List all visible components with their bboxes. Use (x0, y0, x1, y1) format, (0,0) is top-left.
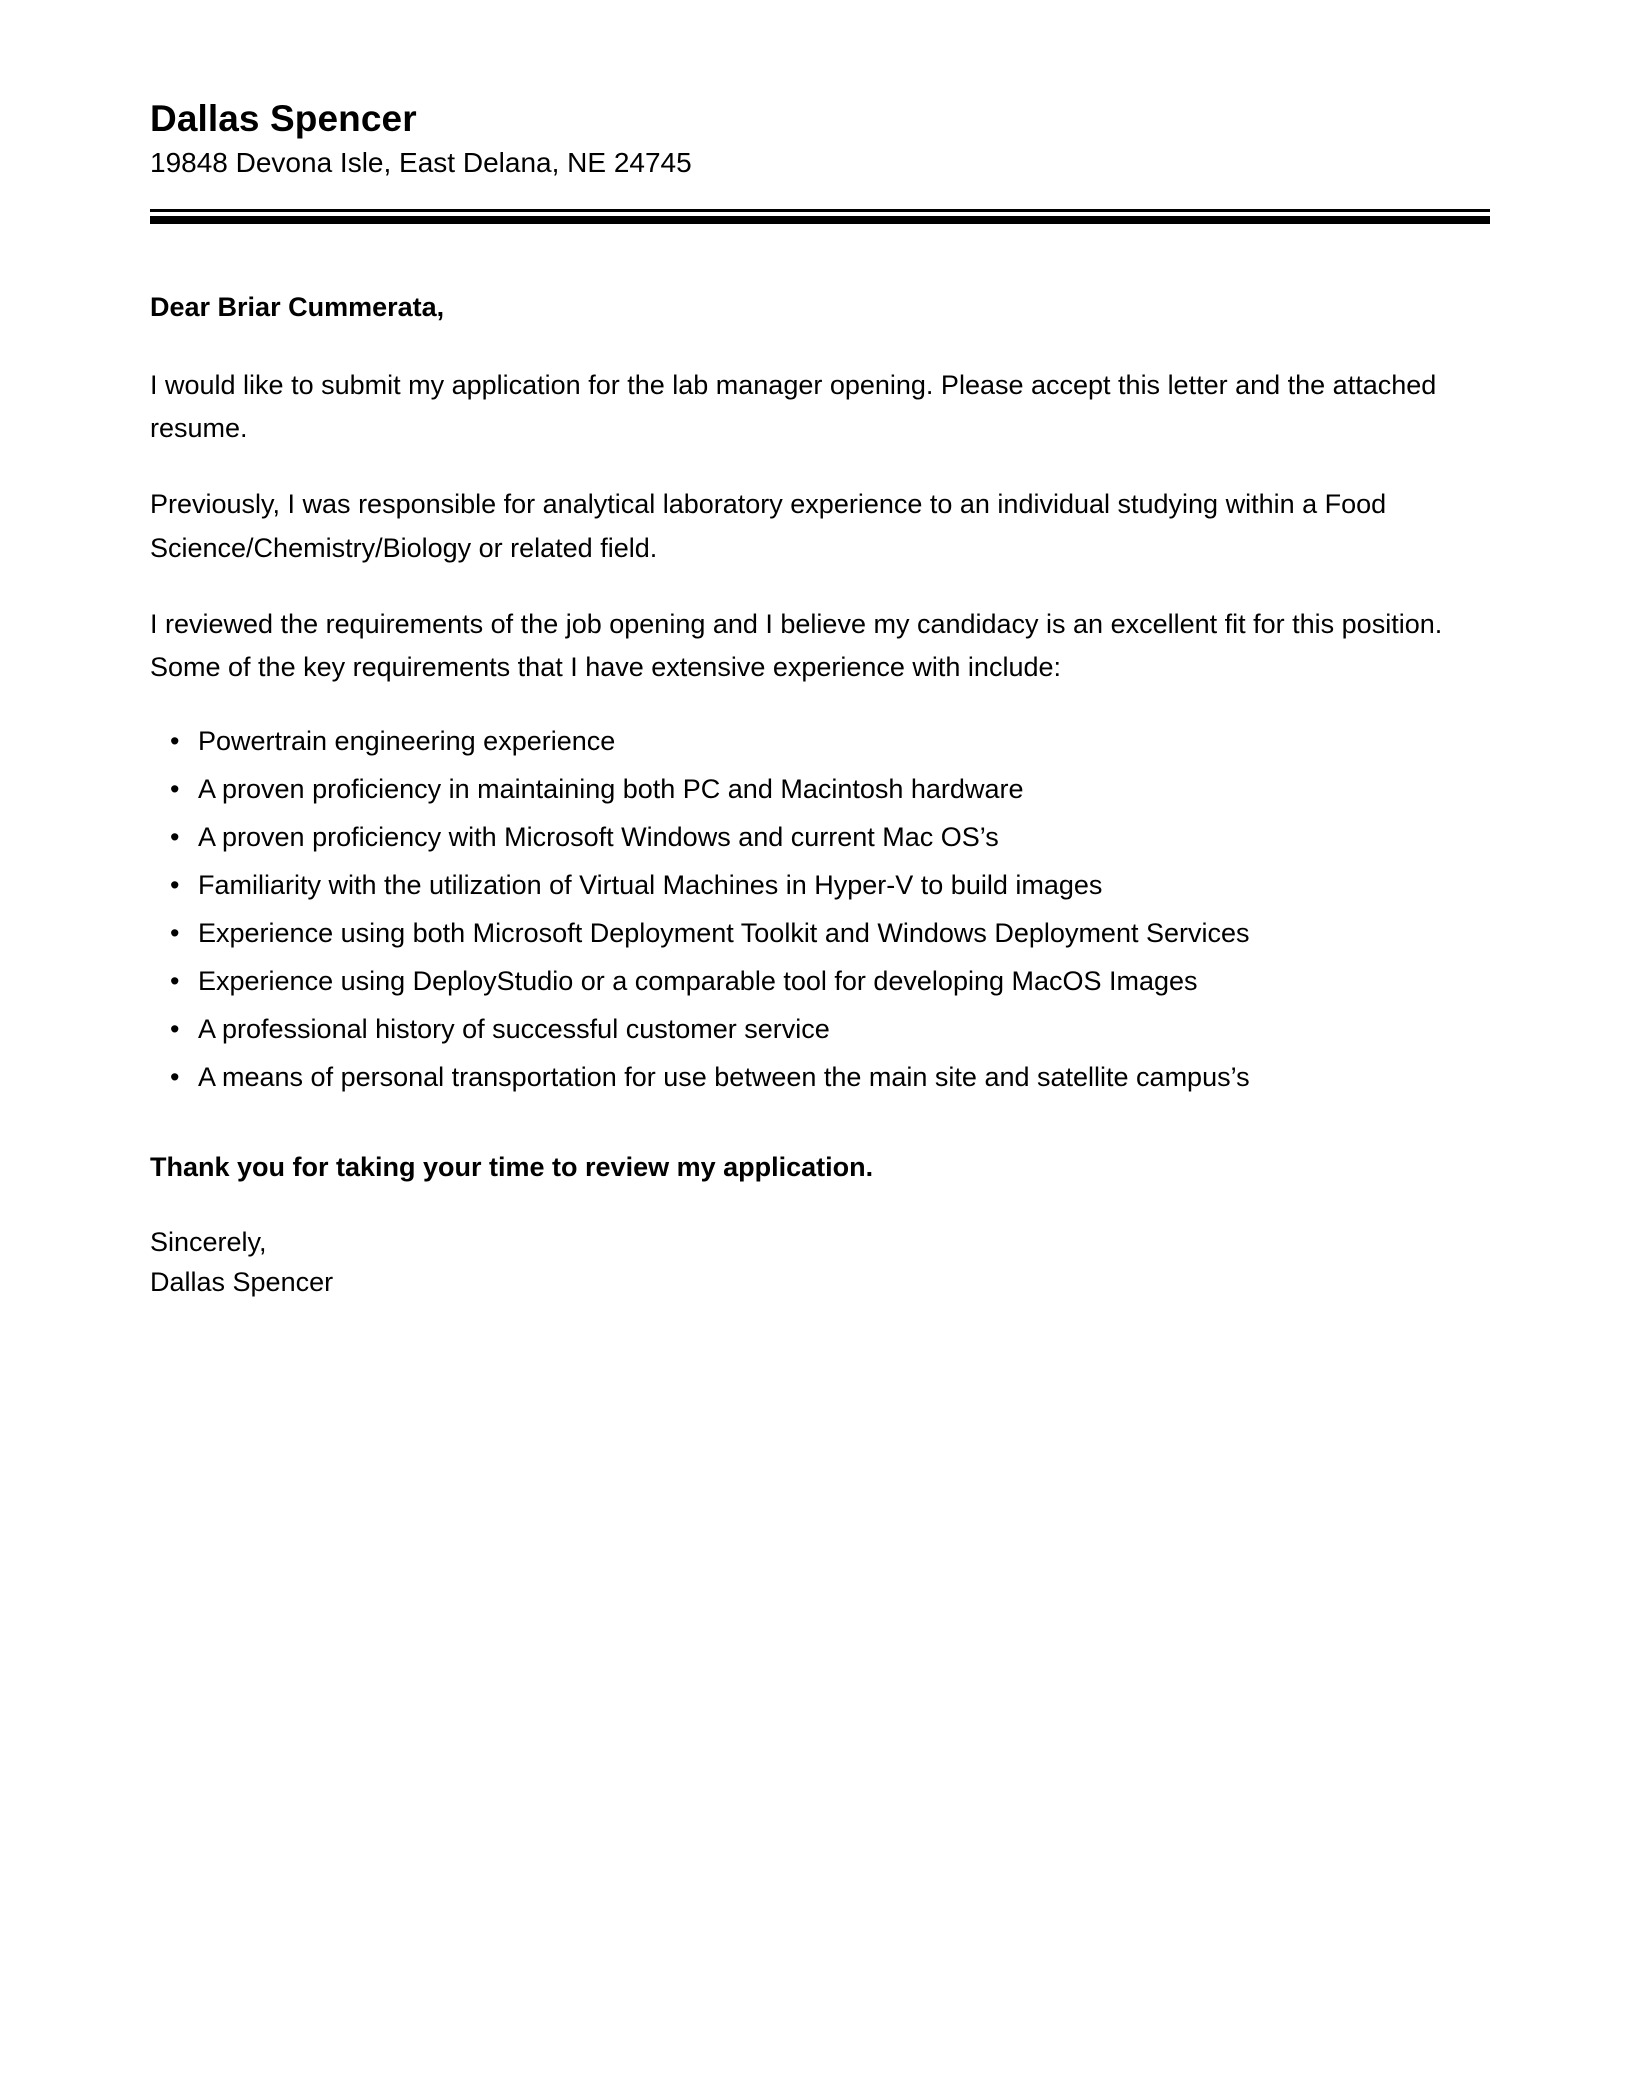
bullet-icon: • (170, 725, 180, 756)
list-item (150, 818, 1490, 858)
list-item-label: Familiarity with the utilization of Virtual Machines in Hyper-V to build images (198, 869, 1103, 900)
list-item (150, 962, 1490, 1002)
bullet-icon: • (170, 821, 180, 852)
list-item-label: Powertrain engineering experience (198, 725, 616, 756)
bullet-icon: • (170, 773, 180, 804)
sender-name-heading: Dallas Spencer (150, 98, 417, 139)
list-item-label: Experience using DeployStudio or a comparable tool for developing MacOS Images (198, 965, 1198, 996)
body-paragraph-3: I reviewed the requirements of the job opening and I believe my candidacy is an excellent fit for this position. Some of the key requirements that I have extensive experience with include: (150, 608, 1443, 683)
sign-off: Sincerely, (150, 1227, 267, 1258)
list-item (150, 1058, 1490, 1098)
bullet-icon: • (170, 1013, 180, 1044)
list-item (150, 770, 1490, 810)
requirements-list (150, 722, 1490, 1098)
bullet-icon: • (170, 1061, 180, 1092)
divider-thick-rule (150, 216, 1490, 224)
list-item-label: Experience using both Microsoft Deployment Toolkit and Windows Deployment Services (198, 917, 1250, 948)
bullet-icon: • (170, 869, 180, 900)
list-item (150, 1010, 1490, 1050)
closing-thanks: Thank you for taking your time to review my application. (150, 1151, 874, 1182)
list-item (150, 866, 1490, 906)
letter-content (150, 0, 1490, 1303)
sender-address: 19848 Devona Isle, East Delana, NE 24745 (150, 147, 692, 179)
body-paragraph-1: I would like to submit my application for the lab manager opening. Please accept this letter and the attached resume. (150, 369, 1437, 444)
list-item-label: A professional history of successful customer service (198, 1013, 830, 1044)
bullet-icon: • (170, 917, 180, 948)
letterhead-divider (150, 209, 1490, 224)
list-item (150, 914, 1490, 954)
salutation: Dear Briar Cummerata, (150, 291, 445, 322)
list-item-label: A means of personal transportation for use between the main site and satellite campus’s (198, 1061, 1250, 1092)
signature-name: Dallas Spencer (150, 1267, 334, 1298)
letter-body (150, 224, 1490, 1303)
list-item-label: A proven proficiency in maintaining both PC and Macintosh hardware (198, 773, 1024, 804)
list-item (150, 722, 1490, 762)
list-item-label: A proven proficiency with Microsoft Windows and current Mac OS’s (198, 821, 999, 852)
body-paragraph-2: Previously, I was responsible for analytical laboratory experience to an individual studying within a Food Science/Chemistry/Biology or related field. (150, 489, 1387, 563)
bullet-icon: • (170, 965, 180, 996)
letterhead (150, 0, 1490, 182)
